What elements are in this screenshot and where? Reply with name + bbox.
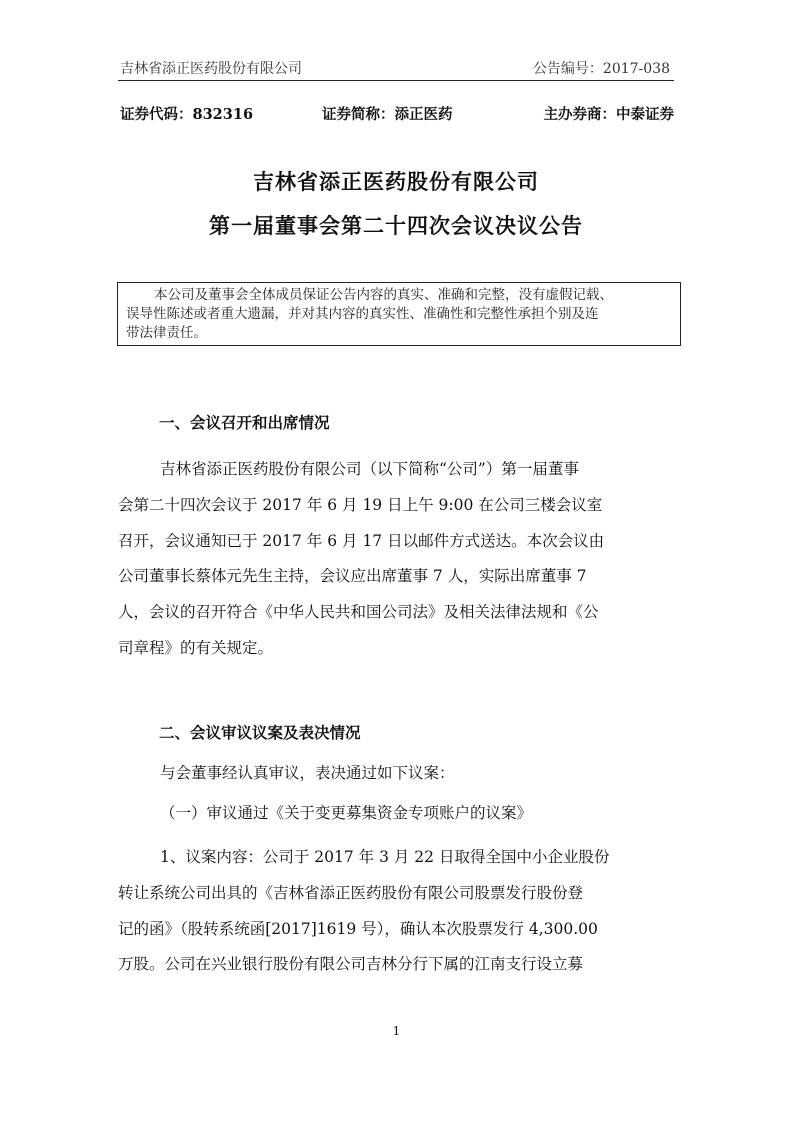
intro-line: 与会董事经认真审议，表决通过如下议案：	[160, 764, 455, 782]
notice-line: 误导性陈述或者重大遗漏，并对其内容的真实性、准确性和完整性承担个别及连	[126, 306, 599, 322]
paragraph-line: 记的函》（股转系统函[2017]1619 号），确认本次股票发行 4,300.00	[118, 919, 598, 938]
notice-box	[117, 282, 681, 346]
title-line-2: 第一届董事会第二十四次会议决议公告	[209, 213, 583, 238]
securities-short-name: 证券简称：添正医药	[322, 106, 453, 123]
page-number: 1	[392, 1024, 401, 1038]
motion-line: （一）审议通过《关于变更募集资金专项账户的议案》	[160, 804, 533, 822]
section-2-motion	[118, 796, 674, 832]
paragraph-line: 人，会议的召开符合《中华人民共和国公司法》及相关法律法规和《公	[118, 603, 599, 622]
paragraph-line: 司章程》的有关规定。	[118, 638, 274, 657]
paragraph-line: 公司董事长蔡体元先生主持，会议应出席董事 7 人，实际出席董事 7	[118, 567, 587, 586]
notice-line: 本公司及董事会全体成员保证公告内容的真实、准确和完整，没有虚假记载、	[154, 287, 613, 303]
section-2-paragraph	[118, 840, 674, 983]
paragraph-line: 万股。公司在兴业银行股份有限公司吉林分行下属的江南支行设立募	[118, 955, 584, 974]
section-1-heading: 一、会议召开和出席情况	[159, 413, 330, 432]
securities-code: 证券代码：832316	[120, 106, 254, 123]
page-header	[118, 56, 674, 81]
title-line-1: 吉林省添正医药股份有限公司	[253, 169, 539, 194]
header-announcement-number: 公告编号：2017-038	[532, 61, 670, 77]
header-company: 吉林省添正医药股份有限公司	[120, 61, 302, 77]
paragraph-line: 会第二十四次会议于 2017 年 6 月 19 日上午 9:00 在公司三楼会议室	[118, 495, 603, 514]
securities-broker: 主办券商：中泰证券	[543, 106, 674, 123]
section-1-paragraph	[118, 452, 674, 667]
section-2-intro	[118, 756, 674, 792]
section-2-heading: 二、会议审议议案及表决情况	[159, 723, 361, 742]
notice-line: 带法律责任。	[126, 325, 207, 341]
paragraph-line: 转让系统公司出具的《吉林省添正医药股份有限公司股票发行股份登	[118, 883, 584, 902]
paragraph-line: 1、议案内容：公司于 2017 年 3 月 22 日取得全国中小企业股份	[160, 848, 610, 866]
paragraph-line: 召开，会议通知已于 2017 年 6 月 17 日以邮件方式送达。本次会议由	[118, 531, 605, 550]
paragraph-line: 吉林省添正医药股份有限公司（以下简称“公司”）第一届董事	[160, 460, 579, 478]
